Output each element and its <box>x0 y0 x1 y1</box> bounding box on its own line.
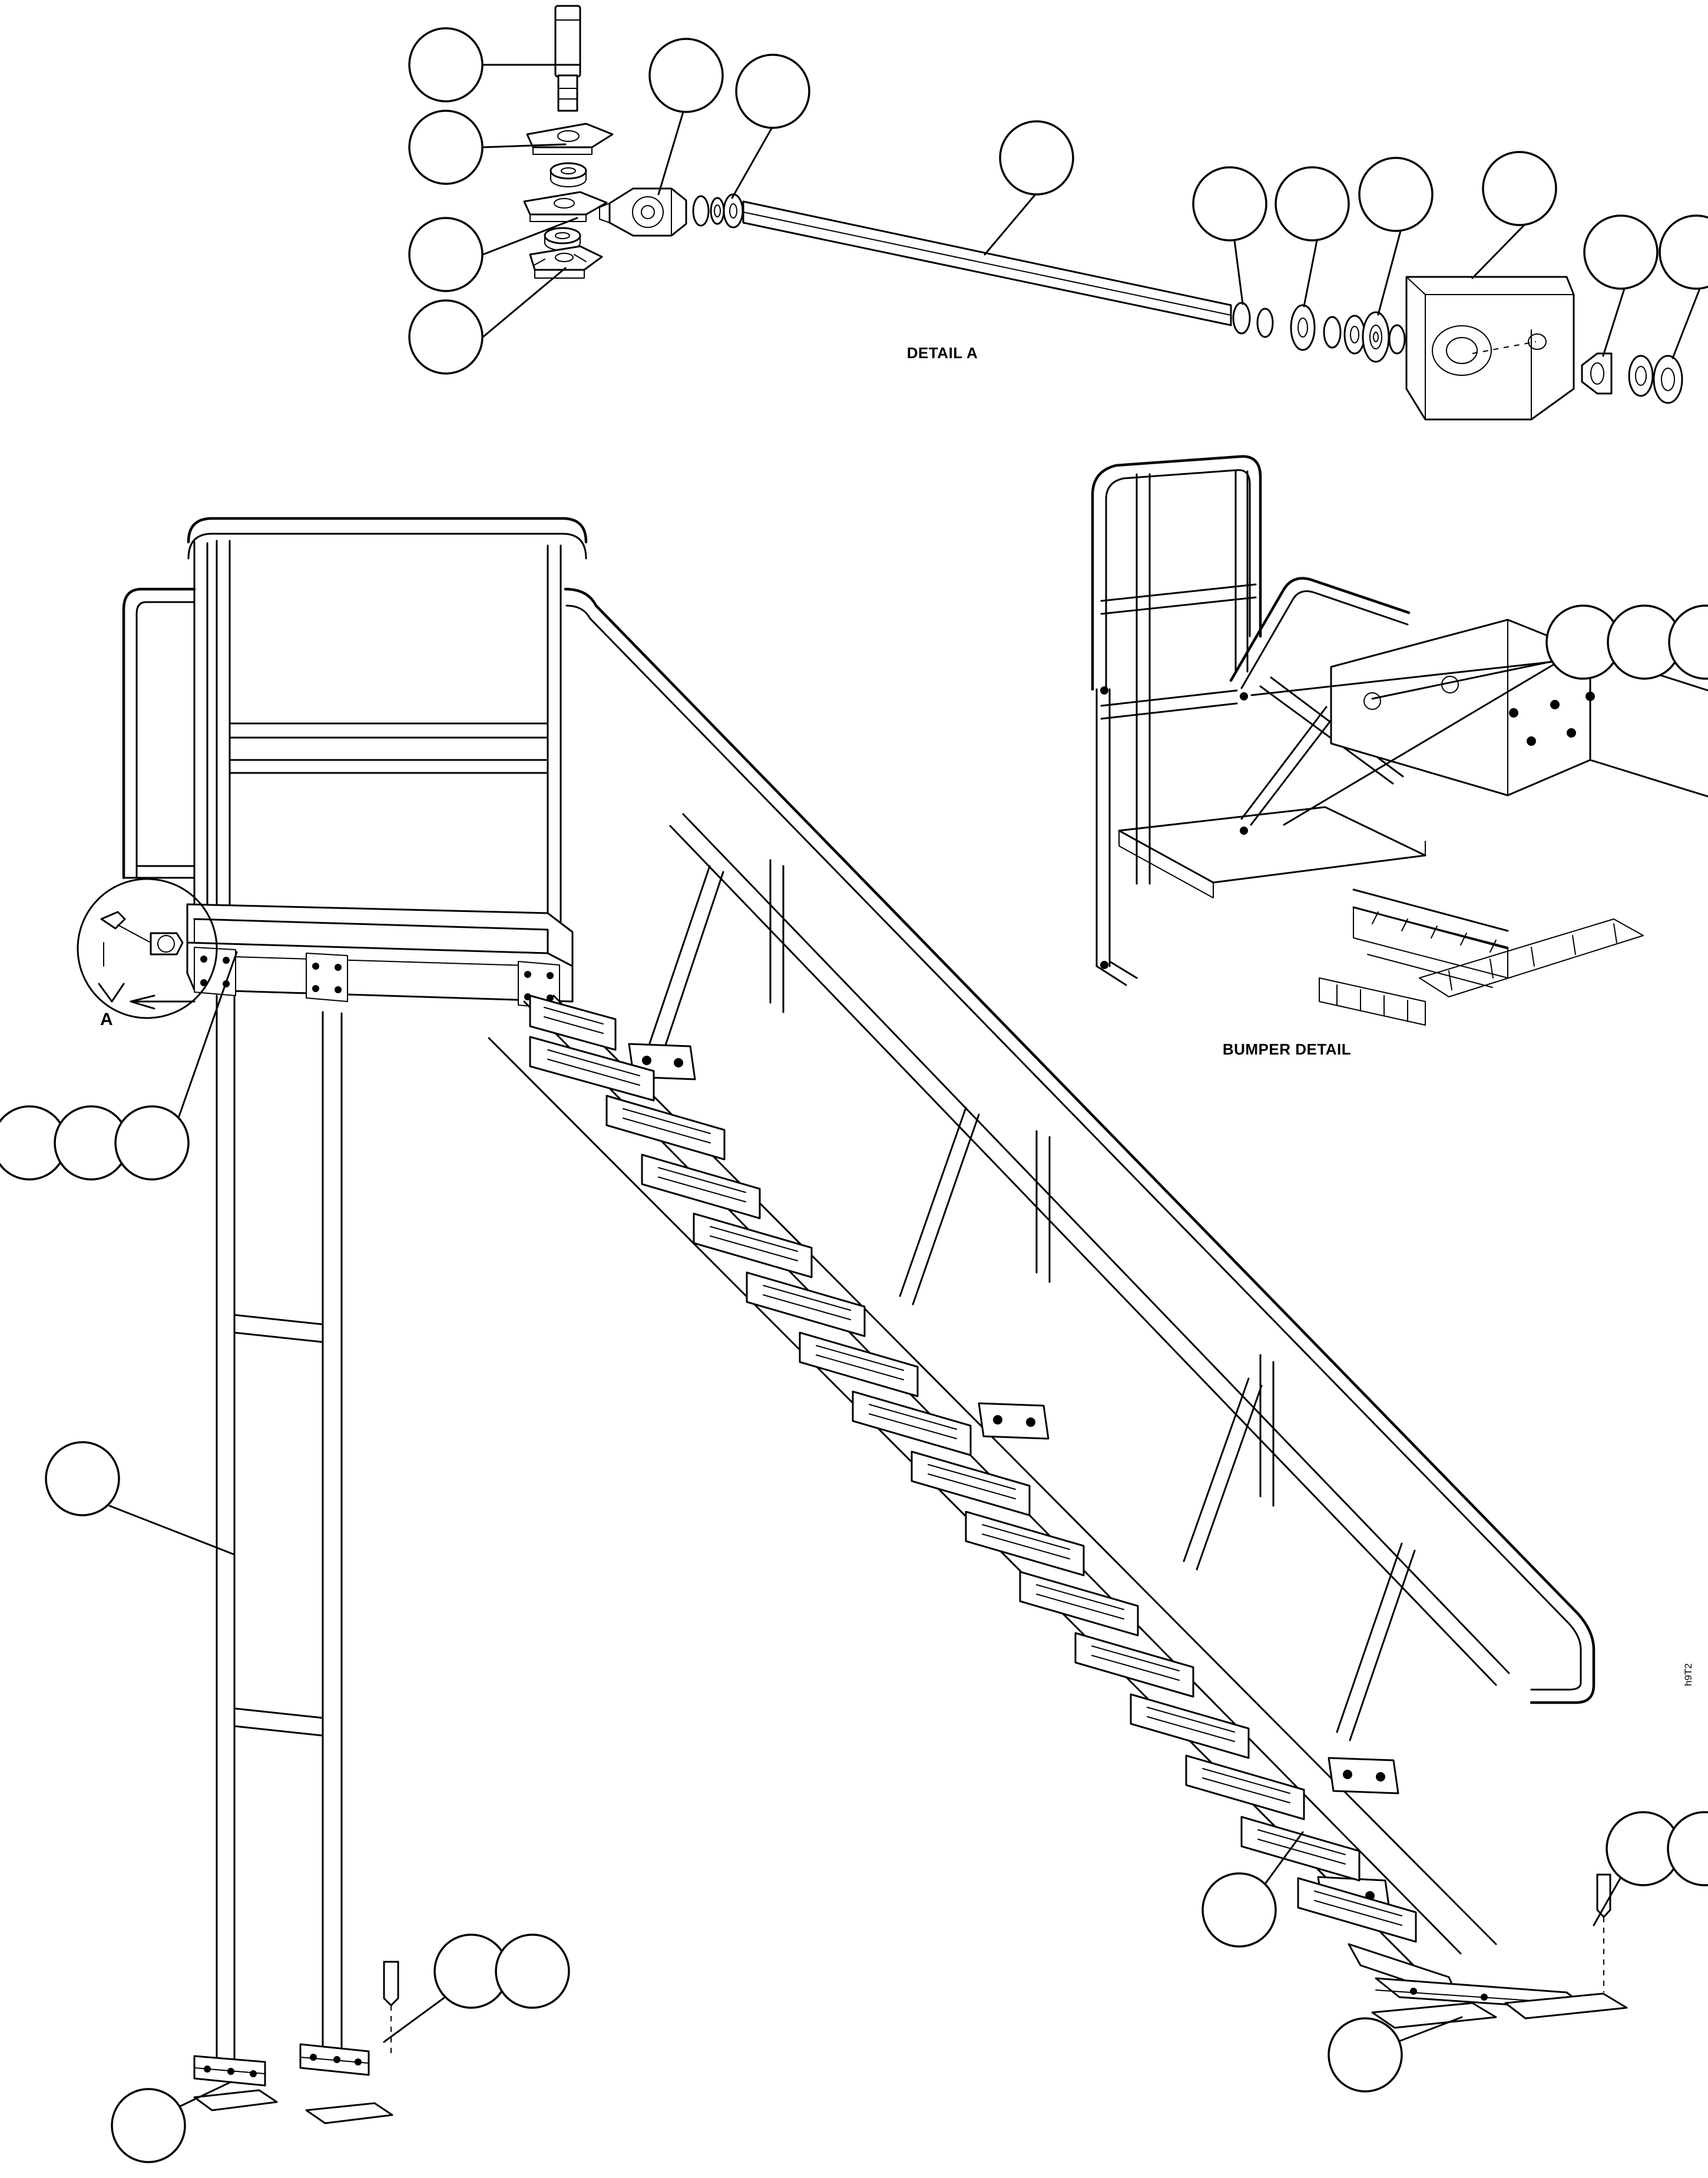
tread <box>1075 1633 1193 1697</box>
bumper-detail-grating <box>1319 907 1643 1025</box>
tread <box>1131 1694 1249 1758</box>
callout-main-stringer[interactable] <box>1203 1873 1276 1946</box>
detail-a-plate-lower <box>524 192 607 222</box>
bumper-detail-assembly <box>1093 457 1708 1058</box>
callout-detail-a-7[interactable] <box>1000 121 1073 194</box>
stair-treads <box>530 996 1416 1942</box>
tread <box>607 1096 724 1159</box>
bumper-detail-callouts <box>1547 606 1708 679</box>
callout-bumper-3[interactable] <box>1669 606 1708 679</box>
tread <box>1242 1817 1359 1880</box>
callout-detail-a-13[interactable] <box>1660 216 1708 289</box>
stair-bottom-foot <box>1349 1875 1627 2028</box>
detail-a-washer-stack-1 <box>551 163 586 187</box>
detail-a-washers-rod-start <box>693 194 743 227</box>
detail-a-assembly <box>409 6 1708 419</box>
callout-detail-a-1[interactable] <box>409 28 482 101</box>
callout-detail-a-6[interactable] <box>736 55 809 128</box>
tread <box>694 1214 812 1277</box>
callout-detail-a-8[interactable] <box>1193 167 1266 240</box>
detail-a-clamp-bracket <box>530 246 602 278</box>
callout-detail-a-11[interactable] <box>1483 152 1556 225</box>
tread <box>1020 1572 1138 1635</box>
platform-deck <box>187 904 572 1009</box>
callout-main-foot-right-2[interactable] <box>1668 1812 1708 1885</box>
tread <box>966 1512 1084 1575</box>
support-legs <box>194 996 398 2123</box>
main-callouts <box>0 1106 1708 2162</box>
callout-main-shim-right[interactable] <box>1329 2018 1402 2091</box>
corner-code: h9T2 <box>1683 1663 1694 1686</box>
caption-bumper-detail: BUMPER DETAIL <box>1222 1040 1352 1058</box>
callout-detail-a-5[interactable] <box>650 39 723 112</box>
detail-a-long-rod <box>743 201 1231 325</box>
tread <box>747 1273 865 1336</box>
callout-detail-a-4[interactable] <box>409 300 482 374</box>
tread <box>1186 1756 1304 1819</box>
callout-detail-a-2[interactable] <box>409 111 482 184</box>
detail-a-plate-upper <box>527 124 613 154</box>
callout-main-mount-3[interactable] <box>115 1106 188 1179</box>
detail-a-pin-part <box>555 6 580 111</box>
platform-handrail <box>124 518 586 925</box>
caption-detail-a: DETAIL A <box>906 344 978 362</box>
callout-detail-a-9[interactable] <box>1276 167 1349 240</box>
callout-detail-a-12[interactable] <box>1584 216 1657 289</box>
callout-detail-a-3[interactable] <box>409 218 482 291</box>
tread <box>853 1392 971 1455</box>
callout-main-shim-left[interactable] <box>112 2089 185 2162</box>
stair-handrail <box>489 589 1594 1983</box>
tread <box>912 1452 1030 1515</box>
callout-detail-a-10[interactable] <box>1359 158 1432 231</box>
section-letter-a: A <box>100 1010 113 1029</box>
callout-main-leg[interactable] <box>46 1442 119 1515</box>
detail-a-end-bushings <box>1582 353 1682 403</box>
detail-a-rod-end-left <box>600 189 686 236</box>
detail-a-housing-block <box>1406 277 1574 419</box>
callout-main-foot-left-2[interactable] <box>496 1935 569 2008</box>
